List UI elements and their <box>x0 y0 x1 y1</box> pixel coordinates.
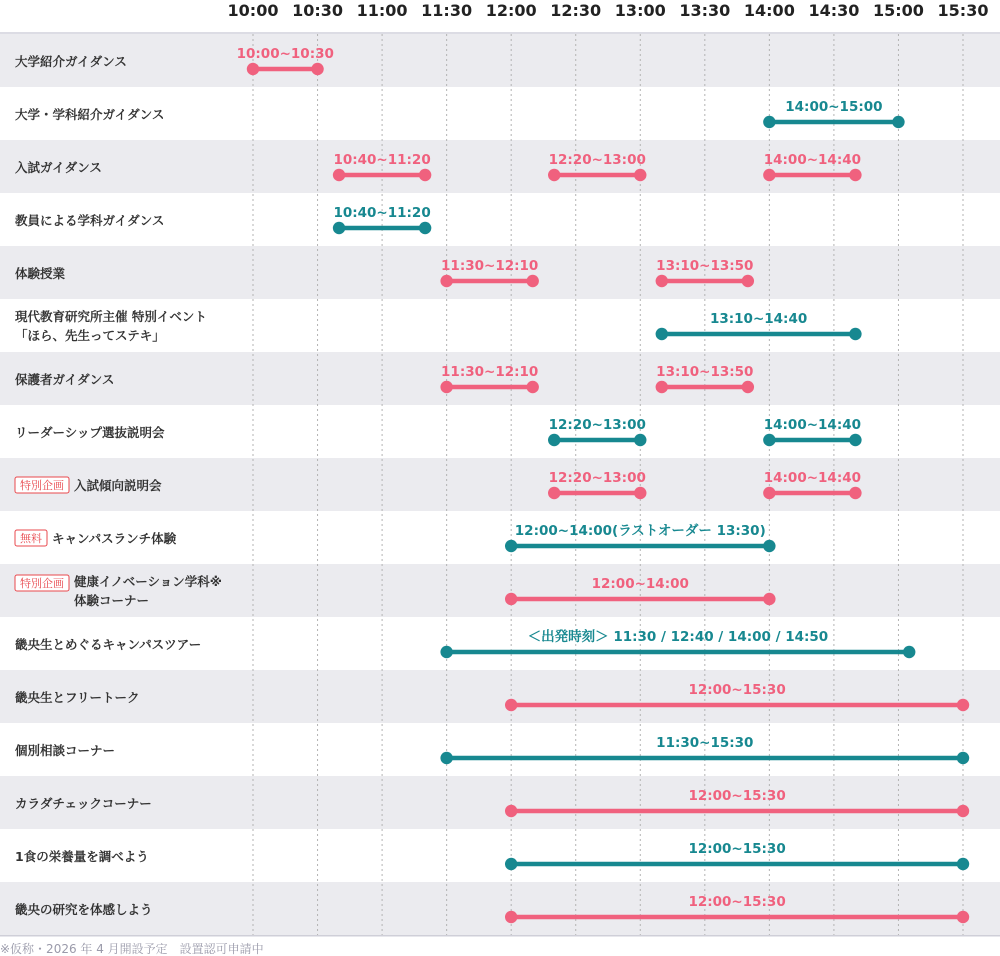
time-bar <box>763 470 861 499</box>
time-bar <box>548 152 646 181</box>
tick-label: 13:30 <box>679 1 731 20</box>
tick-label: 15:30 <box>937 1 989 20</box>
event-label: 入試ガイダンス <box>15 160 102 175</box>
time-bar <box>505 841 969 870</box>
time-bar <box>656 311 862 340</box>
range-label: 12:00~15:30 <box>688 682 786 698</box>
event-label: 大学紹介ガイダンス <box>15 54 127 69</box>
range-label: 12:20~13:00 <box>548 417 646 433</box>
range-label: 12:00~14:00 <box>591 576 689 592</box>
time-bar <box>333 205 431 234</box>
range-label: 12:00~15:30 <box>688 788 786 804</box>
range-label: 12:00~14:00(ラストオーダー 13:30) <box>514 523 766 539</box>
bar-start-dot <box>440 275 452 287</box>
time-bar <box>656 364 754 393</box>
bar-end-dot <box>526 381 538 393</box>
time-bar <box>237 46 334 75</box>
event-label: 畿央生とフリートーク <box>15 690 140 705</box>
tick-label: 13:00 <box>614 1 666 20</box>
range-label: 12:00~15:30 <box>688 894 786 910</box>
bar-end-dot <box>763 540 775 552</box>
range-label: ＜出発時刻＞ 11:30 / 12:40 / 14:00 / 14:50 <box>527 629 829 645</box>
time-bar <box>440 628 915 658</box>
range-label: 13:10~13:50 <box>656 364 754 380</box>
bar-start-dot <box>505 593 517 605</box>
bar-end-dot <box>311 63 323 75</box>
bar-end-dot <box>419 222 431 234</box>
bar-end-dot <box>742 275 754 287</box>
bar-end-dot <box>892 116 904 128</box>
range-label: 12:20~13:00 <box>548 470 646 486</box>
bar-end-dot <box>849 328 861 340</box>
bar-end-dot <box>526 275 538 287</box>
range-label: 14:00~15:00 <box>785 99 883 115</box>
range-label: 11:30~12:10 <box>441 258 539 274</box>
bar-end-dot <box>419 169 431 181</box>
bar-start-dot <box>656 381 668 393</box>
bar-start-dot <box>548 434 560 446</box>
event-label: 畿央生とめぐるキャンパスツアー <box>15 637 202 652</box>
header-rule <box>0 32 1000 34</box>
bar-start-dot <box>505 540 517 552</box>
bar-start-dot <box>656 328 668 340</box>
bar-start-dot <box>440 752 452 764</box>
range-label: 12:00~15:30 <box>688 841 786 857</box>
time-bar <box>440 258 538 287</box>
badge-text: 特別企画 <box>20 577 64 590</box>
tick-label: 14:00 <box>743 1 795 20</box>
bar-end-dot <box>849 169 861 181</box>
bar-start-dot <box>505 699 517 711</box>
tick-label: 12:00 <box>485 1 537 20</box>
event-label: 大学・学科紹介ガイダンス <box>15 107 165 122</box>
bar-start-dot <box>763 487 775 499</box>
event-label: 畿央の研究を体感しよう <box>15 902 153 917</box>
bar-end-dot <box>634 434 646 446</box>
tick-label: 11:30 <box>421 1 473 20</box>
event-label: 体験授業 <box>15 266 66 281</box>
event-label: キャンパスランチ体験 <box>52 531 177 546</box>
time-bar <box>548 470 646 499</box>
tick-label: 15:00 <box>872 1 924 20</box>
tick-label: 14:30 <box>808 1 860 20</box>
bar-start-dot <box>505 805 517 817</box>
row-background <box>0 564 1000 617</box>
bar-start-dot <box>440 646 452 658</box>
event-label: 現代教育研究所主催 特別イベント <box>15 309 207 324</box>
badge-text: 無料 <box>20 532 42 545</box>
range-label: 11:30~15:30 <box>656 735 754 751</box>
bar-start-dot <box>763 116 775 128</box>
range-label: 14:00~14:40 <box>763 152 862 168</box>
bar-start-dot <box>247 63 259 75</box>
tick-label: 12:30 <box>550 1 602 20</box>
bar-end-dot <box>957 858 969 870</box>
bar-start-dot <box>333 169 345 181</box>
bar-end-dot <box>903 646 915 658</box>
bar-end-dot <box>957 805 969 817</box>
tick-label: 10:30 <box>292 1 344 20</box>
bar-end-dot <box>957 911 969 923</box>
tick-label: 11:00 <box>356 1 408 20</box>
bar-end-dot <box>634 487 646 499</box>
footnote: ※仮称・2026 年 4 月開設予定 設置認可申請中 <box>0 942 264 956</box>
event-label: 入試傾向説明会 <box>74 478 162 493</box>
time-bar <box>333 152 431 181</box>
bar-start-dot <box>505 858 517 870</box>
bar-end-dot <box>742 381 754 393</box>
time-bar <box>505 523 776 552</box>
event-label: 保護者ガイダンス <box>15 372 115 387</box>
event-label: 1食の栄養量を調べよう <box>15 849 149 864</box>
bottom-rule <box>0 935 1000 937</box>
bar-end-dot <box>634 169 646 181</box>
bar-start-dot <box>440 381 452 393</box>
badge-text: 特別企画 <box>20 479 64 492</box>
range-label: 12:20~13:00 <box>548 152 646 168</box>
range-label: 13:10~14:40 <box>709 311 808 327</box>
row-background <box>0 670 1000 723</box>
time-bar <box>440 735 969 764</box>
event-label: 教員による学科ガイダンス <box>15 213 165 228</box>
bar-end-dot <box>957 699 969 711</box>
bar-start-dot <box>333 222 345 234</box>
time-bar <box>763 99 904 128</box>
time-bar <box>763 417 861 446</box>
bar-end-dot <box>849 434 861 446</box>
bar-start-dot <box>505 911 517 923</box>
bar-end-dot <box>957 752 969 764</box>
bar-start-dot <box>656 275 668 287</box>
event-label: リーダーシップ選抜説明会 <box>15 425 165 440</box>
range-label: 10:00~10:30 <box>236 46 334 62</box>
event-label: 体験コーナー <box>74 593 150 608</box>
range-label: 13:10~13:50 <box>656 258 754 274</box>
event-label: 個別相談コーナー <box>15 743 116 758</box>
time-bar <box>548 417 646 446</box>
bar-start-dot <box>548 169 560 181</box>
bar-end-dot <box>763 593 775 605</box>
bar-end-dot <box>849 487 861 499</box>
time-bar <box>763 152 861 181</box>
range-label: 11:30~12:10 <box>441 364 539 380</box>
time-bar <box>440 364 538 393</box>
bar-start-dot <box>763 169 775 181</box>
time-bar <box>656 258 754 287</box>
range-label: 14:00~14:40 <box>763 470 862 486</box>
tick-label: 10:00 <box>227 1 279 20</box>
event-label: 「ほら、先生ってステキ」 <box>15 328 165 343</box>
range-label: 10:40~11:20 <box>333 152 431 168</box>
time-axis-header <box>228 1 989 20</box>
range-label: 14:00~14:40 <box>763 417 862 433</box>
bar-start-dot <box>763 434 775 446</box>
range-label: 10:40~11:20 <box>333 205 431 221</box>
event-label: 健康イノベーション学科※ <box>74 574 222 589</box>
bar-start-dot <box>548 487 560 499</box>
row-background <box>0 34 1000 87</box>
event-label: カラダチェックコーナー <box>15 796 152 811</box>
